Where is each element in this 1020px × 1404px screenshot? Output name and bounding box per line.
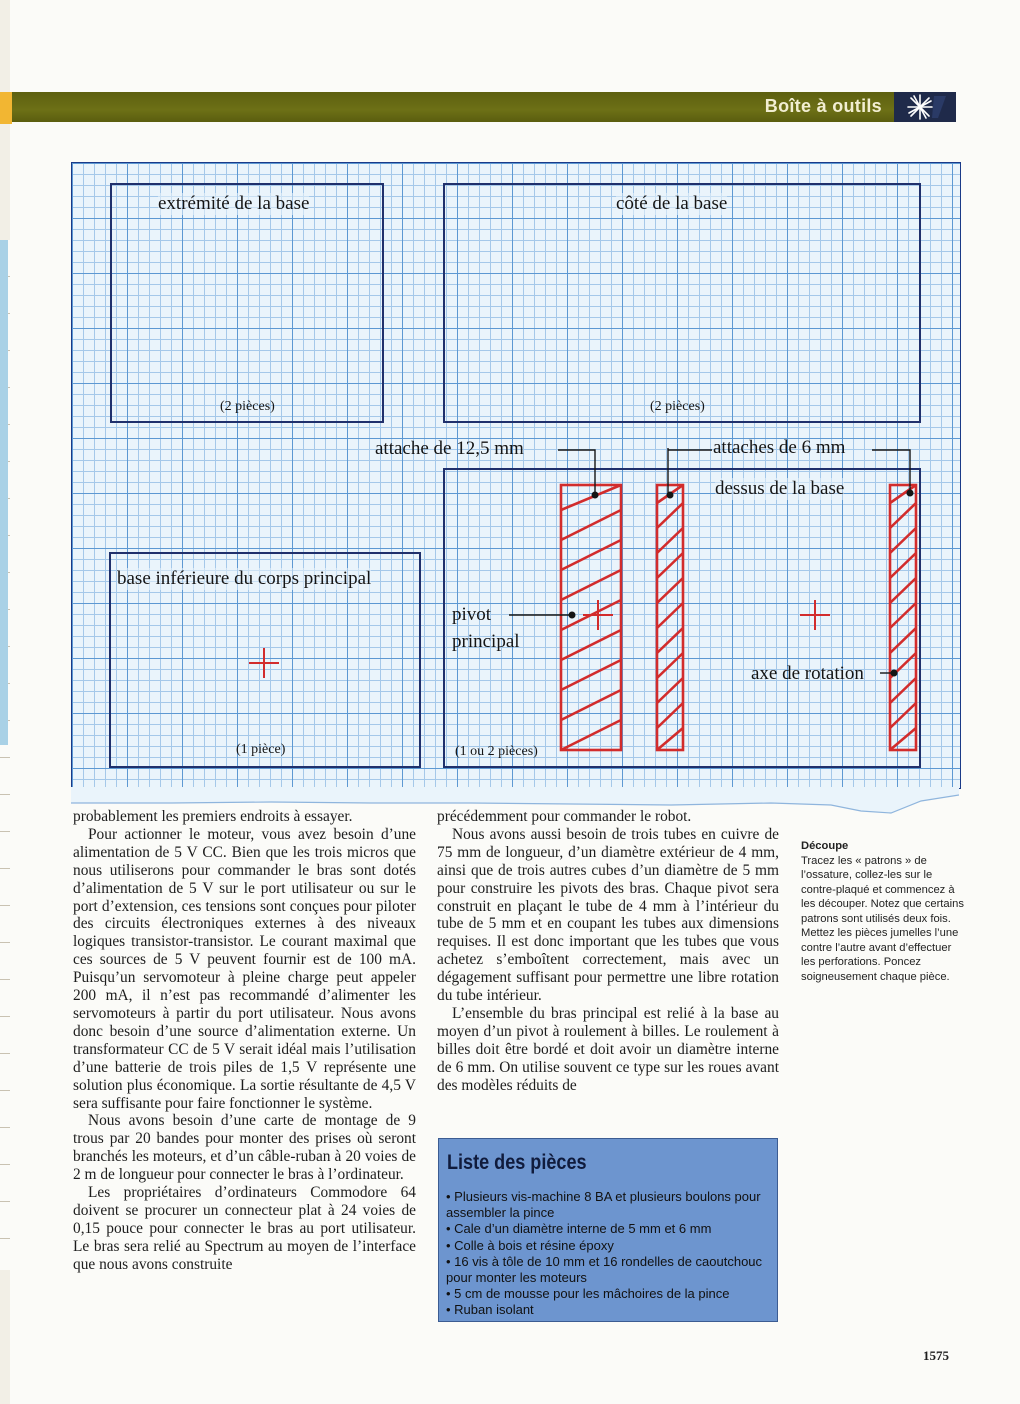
- piece-title: dessus de la base: [715, 478, 845, 499]
- list-item: • Colle à bois et résine époxy: [446, 1237, 614, 1253]
- section-title: Boîte à outils: [764, 96, 882, 116]
- list-item: • Cale d’un diamètre interne de 5 mm et 6 mm: [446, 1221, 712, 1237]
- piece-base-side: [443, 183, 921, 423]
- center-cross-icon: [800, 600, 830, 630]
- label-rotation-axis: axe de rotation: [751, 663, 864, 684]
- paragraph: Nous avons aussi besoin de trois tubes en cuivre de 75 mm de longueur, d’un diamètre extérieur de 4 mm, ainsi que de trois autres cubes d’un diamètre de 5 mm pour construire les pivots des bras. Chaque pivot sera construit en plaçant le tube de 4 mm à l’intérieur du tube de 5 mm et en coupant les tubes aux dimensions requises. Il est donc important que les tubes que vous achetez s’emboîtent correctement, mais avec un dégagement suffisant pour permettre une libre rotation du tube intérieur.: [437, 825, 779, 1005]
- piece-count: (2 pièces): [220, 399, 275, 414]
- piece-base-top: [443, 468, 921, 768]
- caption-title: Découpe: [801, 840, 849, 852]
- list-item: • 16 vis à tôle de 10 mm et 16 rondelles de caoutchouc pour monter les moteurs: [446, 1253, 763, 1286]
- list-item: • Ruban isolant: [446, 1302, 534, 1318]
- article-column-2: [437, 808, 779, 1095]
- parts-list: [446, 1189, 774, 1319]
- paragraph: Pour actionner le moteur, vous avez besoin d’une alimentation de 5 V CC. Bien que les trois micros que nous utiliserons pour commander le bras sont dotés d’alimentation de 5 V sur le port utilisateur ou sur le port d’extension, ces tensions sont conçues pour piloter des circuits électroniques externes à des niveaux logiques transistor-transistor. Le courant maximal que ces sources de 5 V peuvent fournir est de 100 mA. Puisqu’un servomoteur à pleine charge peut appeler 200 mA, il n’est pas recommandé d’alimenter les servomoteurs à partir du port utilisateur. Nous avons donc besoin d’une source d’alimentation externe. Un transformateur CC de 5 V serait idéal mais l’utilisation d’une batterie de trois piles de 1,5 V représente une solution plus économique. La sortie résultante de 4,5 V sera suffisante pour faire fonctionner le système.: [73, 825, 416, 1112]
- label-fastener-12: attache de 12,5 mm: [375, 438, 524, 459]
- section-header-bar: [12, 92, 956, 122]
- template-diagram: [71, 162, 961, 789]
- label-fasteners-6: attaches de 6 mm: [713, 437, 846, 458]
- parts-list-title: Liste des pièces: [447, 1151, 587, 1174]
- paragraph: Nous avons besoin d’une carte de montage de 9 trous par 20 bandes pour monter des prises où seront branchés les moteurs, et d’un câble-ruban à 20 voies de 2 m de longueur pour connecter le bras à l’ordinateur.: [73, 1112, 416, 1184]
- center-cross-icon: [249, 648, 279, 678]
- piece-count: (1 ou 2 pièces): [455, 744, 538, 759]
- piece-title: base inférieure du corps principal: [117, 568, 372, 589]
- list-item: • 5 cm de mousse pour les mâchoires de la pince: [446, 1286, 730, 1302]
- paragraph: probablement les premiers endroits à essayer.: [73, 808, 353, 825]
- piece-lower-base: [109, 552, 421, 768]
- figure-caption: [801, 839, 965, 984]
- paragraph: précédemment pour commander le robot.: [437, 808, 692, 825]
- piece-title: côté de la base: [616, 193, 728, 214]
- list-item: • Plusieurs vis-machine 8 BA et plusieurs boulons pour assembler la pince: [446, 1189, 761, 1221]
- pivot-cross-icon: [583, 600, 613, 630]
- parts-list-box: [438, 1138, 778, 1322]
- page-edge-tab: [0, 92, 12, 124]
- article-column-1: [73, 808, 416, 1274]
- page-number: 1575: [923, 1348, 949, 1363]
- label-pivot-main: principal: [452, 631, 520, 652]
- label-pivot: pivot: [452, 604, 492, 625]
- starburst-icon: [894, 92, 956, 122]
- piece-title: extrémité de la base: [158, 193, 310, 214]
- piece-count: (2 pièces): [650, 399, 705, 414]
- page-edge-color-strip: [0, 240, 8, 745]
- piece-count: (1 pièce): [236, 742, 286, 757]
- caption-text: Tracez les « patrons » de l’ossature, collez-les sur le contre-plaqué et commencez à les découper. Notez que certains patrons sont utilisés deux fois. Mettez les pièces jumelles l’une contre l’autre avant d’effectuer les perforations. Poncez soigneusement chaque pièce.: [801, 854, 964, 983]
- paragraph: Les propriétaires d’ordinateurs Commodore 64 doivent se procurer un connecteur plat à 24 voies de 0,15 pouce pour connecter le bras au port utilisateur. Le bras sera relié au Spectrum au moyen de l’interface que nous avons construite: [73, 1184, 416, 1273]
- piece-base-end: [110, 183, 384, 423]
- paragraph: L’ensemble du bras principal est relié à la base au moyen d’un pivot à roulement à billes. Le roulement à billes doit être bordé et doit avoir un diamètre interne de 6 mm. On utilise souvent ce type sur les roues avant des modèles réduits de: [437, 1004, 779, 1094]
